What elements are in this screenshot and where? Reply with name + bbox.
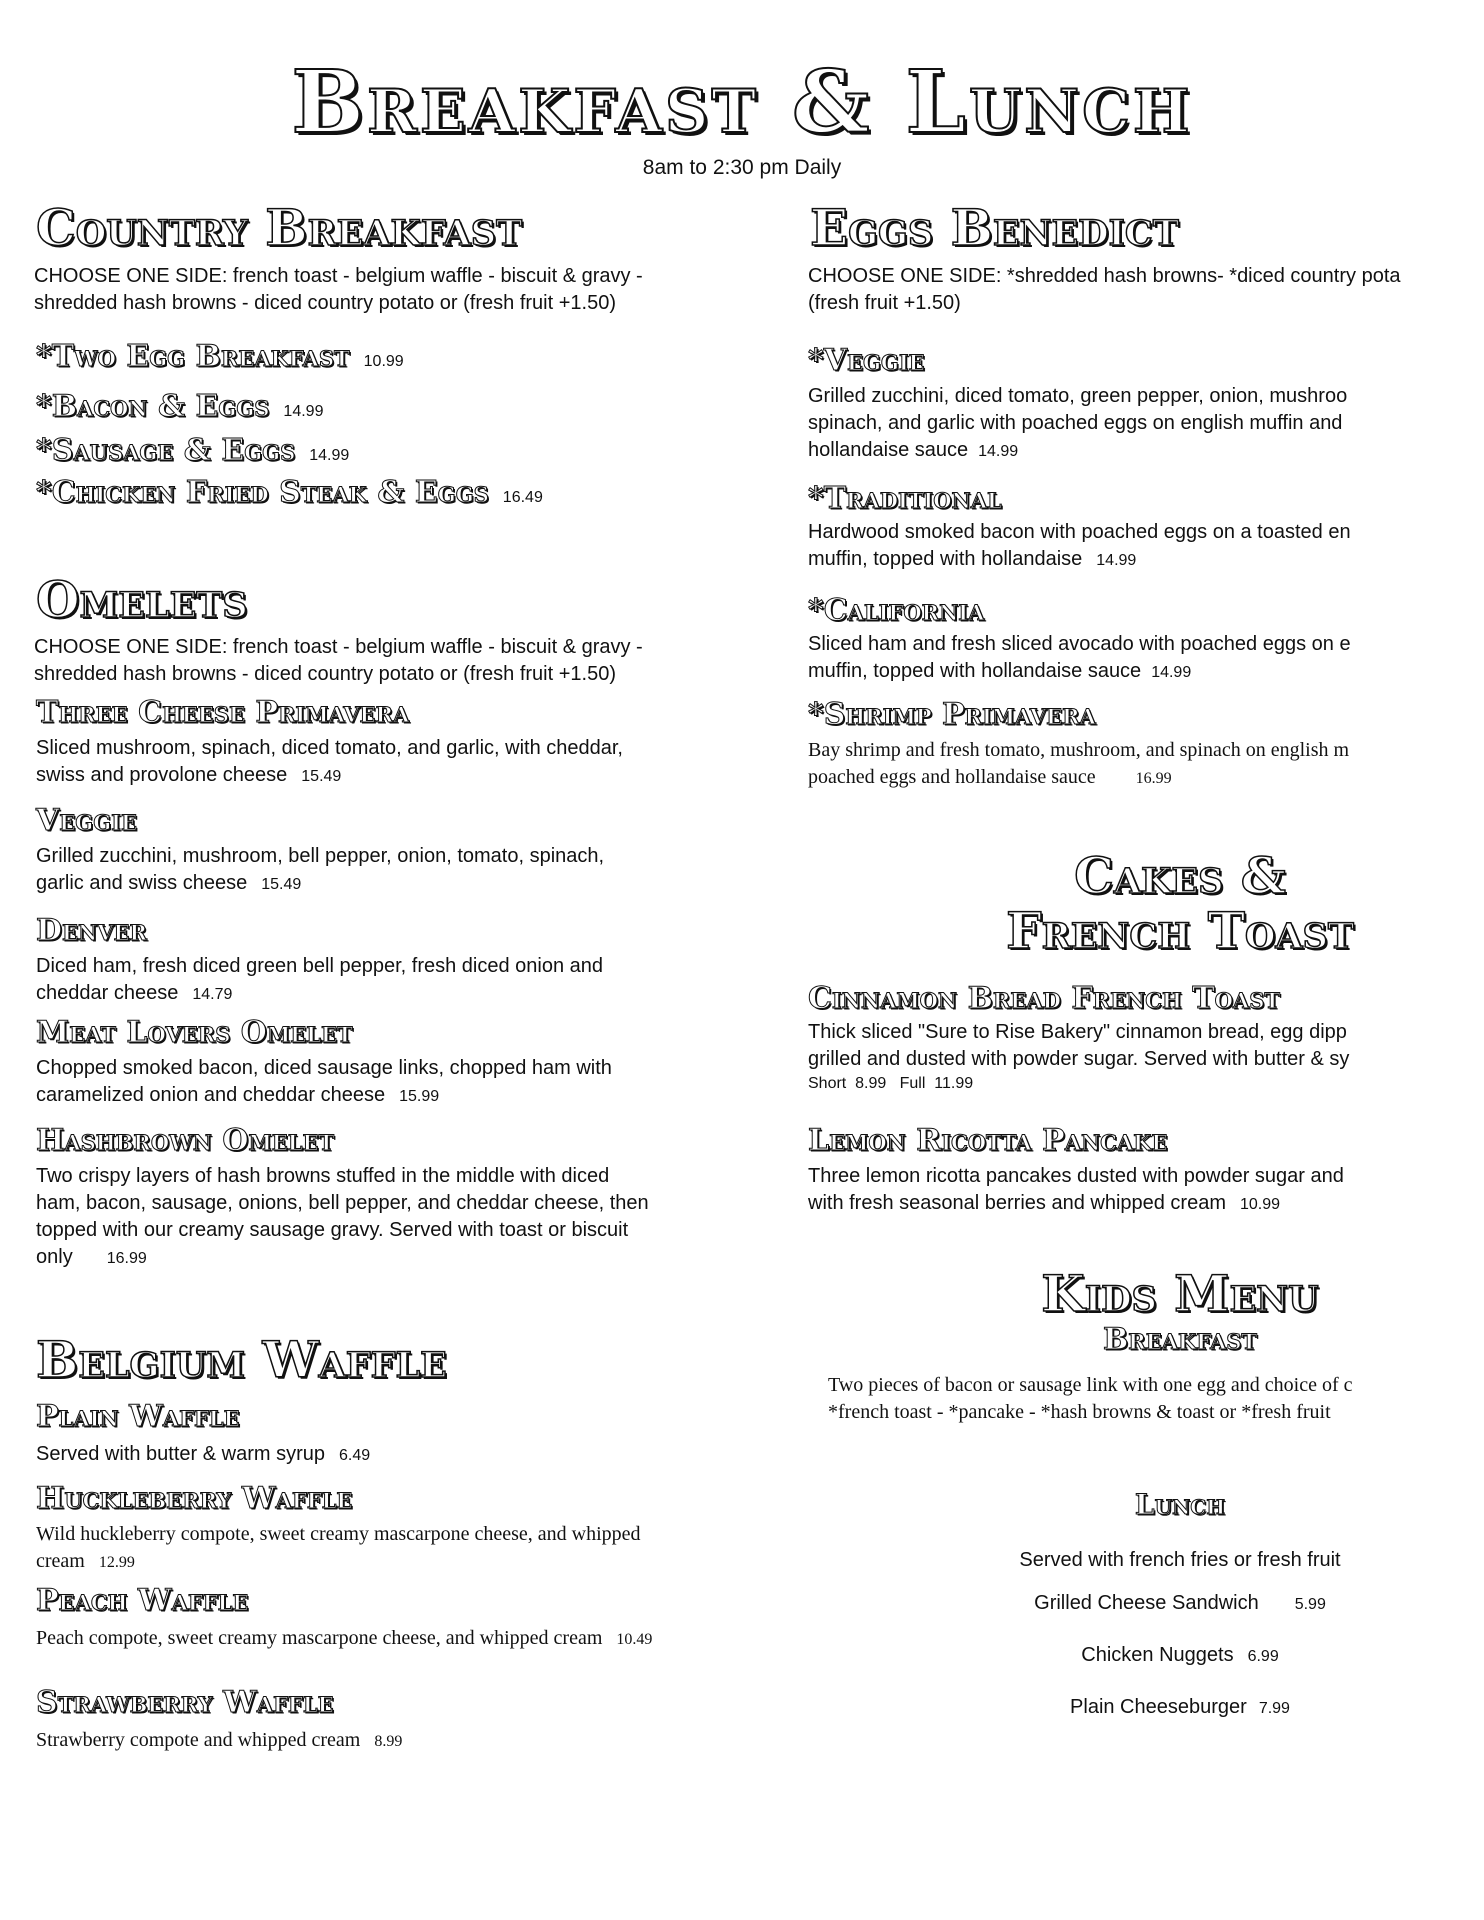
desc-line: poached eggs and hollandaise sauce [808, 766, 1096, 788]
item-description [36, 1727, 756, 1755]
country-breakfast-section [36, 200, 522, 255]
section-title: Kids Menu [1041, 1264, 1319, 1323]
item-price: 16.99 [1135, 770, 1172, 787]
cakes-section [900, 848, 1460, 958]
item-price: 14.99 [309, 447, 350, 464]
menu-item [808, 594, 1416, 686]
item-price: 6.49 [339, 1447, 371, 1464]
menu-item [36, 1016, 756, 1110]
item-description [36, 1055, 756, 1110]
item-price: 14.99 [978, 443, 1019, 460]
desc-line: ham, bacon, sausage, onions, bell pepper, and cheddar cheese, then [36, 1192, 649, 1214]
menu-item [36, 804, 756, 898]
desc-line: spinach, and garlic with poached eggs on english muffin and [808, 412, 1343, 434]
desc-line: garlic and swiss cheese [36, 872, 248, 894]
item-price: 15.99 [399, 1088, 440, 1105]
item-name: Denver [36, 913, 147, 948]
menu-item [36, 390, 323, 423]
desc-line: Three lemon ricotta pancakes dusted with powder sugar and [808, 1165, 1344, 1187]
desc-line: Thick sliced "Sure to Rise Bakery" cinnamon bread, egg dipp [808, 1021, 1347, 1043]
kids-menu-section [900, 1266, 1460, 1356]
desc-line: caramelized onion and cheddar cheese [36, 1084, 386, 1106]
side-line: shredded hash browns - diced country potato or (fresh fruit +1.50) [34, 663, 616, 685]
item-price: 15.49 [301, 768, 342, 785]
side-line: shredded hash browns - diced country potato or (fresh fruit +1.50) [34, 292, 616, 314]
item-price: 10.49 [616, 1631, 653, 1648]
item-price: 5.99 [1294, 1595, 1326, 1613]
item-name: Plain Waffle [36, 1399, 240, 1434]
desc-line: cream [36, 1550, 85, 1572]
desc-line: grilled and dusted with powder sugar. Served with butter & sy [808, 1048, 1350, 1070]
menu-item [808, 344, 1416, 465]
item-description [36, 1625, 756, 1653]
desc-line: Bay shrimp and fresh tomato, mushroom, and spinach on english m [808, 739, 1350, 761]
desc-line: Sliced mushroom, spinach, diced tomato, and garlic, with cheddar, [36, 737, 623, 759]
desc-line: muffin, topped with hollandaise [808, 548, 1083, 570]
item-name: *Bacon & Eggs [36, 389, 270, 424]
item-name: Huckleberry Waffle [36, 1481, 353, 1516]
menu-item [36, 1400, 756, 1469]
page-title: Breakfast & Lunch [291, 52, 1193, 153]
kids-lunch-item [900, 1694, 1460, 1722]
menu-item [36, 340, 404, 373]
kids-lunch-note: Served with french fries or fresh fruit [1019, 1548, 1341, 1571]
section-title: Country Breakfast [36, 198, 523, 257]
item-name: *Chicken Fried Steak & Eggs [36, 475, 489, 510]
desc-line: with fresh seasonal berries and whipped cream [808, 1192, 1226, 1214]
kids-lunch-title: Lunch [1134, 1488, 1226, 1521]
item-name: *Traditional [808, 482, 1002, 516]
item-name: *California [808, 594, 985, 628]
item-name: Hashbrown Omelet [36, 1123, 335, 1158]
item-name: Chicken Nuggets [1081, 1643, 1234, 1666]
item-name: *Veggie [808, 344, 925, 378]
menu-item [808, 1124, 1416, 1218]
section-title: French Toast [1006, 901, 1354, 960]
item-name: *Shrimp Primavera [808, 698, 1096, 732]
item-price: 12.99 [98, 1554, 135, 1571]
omelets-side-note [34, 634, 754, 688]
kids-lunch-item [900, 1590, 1460, 1618]
item-description [36, 735, 756, 790]
kids-lunch [900, 1490, 1460, 1722]
desc-line: only [36, 1246, 73, 1268]
desc-line: Chopped smoked bacon, diced sausage links, chopped ham with [36, 1057, 612, 1079]
menu-item [36, 914, 756, 1008]
menu-item [36, 476, 543, 509]
benedict-side-note [808, 263, 1416, 317]
omelets-section [36, 572, 248, 627]
item-price: 15.49 [261, 876, 302, 893]
menu-item [808, 698, 1416, 792]
item-description [36, 843, 756, 898]
menu-item [36, 1482, 756, 1576]
desc-line: Hardwood smoked bacon with poached eggs on a toasted en [808, 521, 1351, 543]
country-side-note [34, 263, 754, 317]
item-name: Grilled Cheese Sandwich [1034, 1591, 1259, 1614]
price-line: Short 8.99 Full 11.99 [808, 1075, 974, 1092]
item-price: 14.99 [1096, 552, 1137, 569]
desc-line: Sliced ham and fresh sliced avocado with poached eggs on e [808, 633, 1351, 655]
item-name: *Two Egg Breakfast [36, 339, 350, 374]
item-description [36, 1521, 756, 1576]
item-description [808, 1019, 1416, 1095]
menu-item [808, 482, 1416, 574]
desc-line: Served with butter & warm syrup [36, 1443, 325, 1465]
item-description [808, 631, 1416, 686]
menu-item [36, 1124, 766, 1272]
menu-item [36, 1686, 756, 1755]
menu-item [808, 982, 1416, 1095]
desc-line: Grilled zucchini, mushroom, bell pepper, onion, tomato, spinach, [36, 845, 605, 867]
section-title: Cakes & [1074, 846, 1286, 905]
item-price: 6.99 [1247, 1647, 1279, 1665]
item-name: Plain Cheeseburger [1070, 1695, 1247, 1718]
hours-text: 8am to 2:30 pm Daily [642, 156, 842, 179]
item-description [808, 383, 1416, 465]
desc-line: muffin, topped with hollandaise sauce [808, 660, 1142, 682]
eggs-benedict-section [810, 200, 1179, 255]
item-name: Peach Waffle [36, 1583, 249, 1618]
desc-line: Peach compote, sweet creamy mascarpone cheese, and whipped cream [36, 1627, 603, 1649]
side-line: CHOOSE ONE SIDE: french toast - belgium waffle - biscuit & gravy - [34, 265, 643, 287]
belgium-waffle-section [36, 1332, 447, 1387]
item-name: Veggie [36, 803, 137, 838]
section-title: Belgium Waffle [36, 1330, 447, 1389]
menu-item [36, 1584, 756, 1653]
side-line: (fresh fruit +1.50) [808, 292, 961, 314]
side-line: CHOOSE ONE SIDE: french toast - belgium waffle - biscuit & gravy - [34, 636, 643, 658]
kids-lunch-item [900, 1642, 1460, 1670]
item-name: Lemon Ricotta Pancake [808, 1124, 1168, 1158]
item-price: 14.79 [192, 986, 233, 1003]
item-description [36, 953, 756, 1008]
side-line: CHOOSE ONE SIDE: *shredded hash browns- *diced country pota [808, 265, 1401, 287]
desc-line: Strawberry compote and whipped cream [36, 1729, 361, 1751]
item-price: 10.99 [1240, 1196, 1281, 1213]
item-description [808, 1163, 1416, 1218]
item-description [36, 1163, 766, 1272]
item-name: Three Cheese Primavera [36, 695, 410, 730]
desc-line: Two pieces of bacon or sausage link with one egg and choice of c [828, 1374, 1353, 1396]
kids-breakfast-title: Breakfast [1102, 1322, 1258, 1357]
menu-item [36, 434, 349, 467]
section-title: Omelets [36, 570, 248, 629]
item-price: 16.49 [502, 489, 543, 506]
desc-line: Grilled zucchini, diced tomato, green pepper, onion, mushroo [808, 385, 1348, 407]
item-description [808, 519, 1416, 574]
item-name: Meat Lovers Omelet [36, 1015, 353, 1050]
kids-breakfast-description [828, 1372, 1416, 1426]
desc-line: hollandaise sauce [808, 439, 969, 461]
item-description [808, 737, 1416, 792]
desc-line: Two crispy layers of hash browns stuffed in the middle with diced [36, 1165, 610, 1187]
item-name: *Sausage & Eggs [36, 433, 296, 468]
item-price: 16.99 [106, 1250, 147, 1267]
desc-line: *french toast - *pancake - *hash browns & toast or *fresh fruit [828, 1401, 1331, 1423]
item-price: 10.99 [363, 353, 404, 370]
desc-line: cheddar cheese [36, 982, 179, 1004]
item-price: 14.99 [1151, 664, 1192, 681]
desc-line: topped with our creamy sausage gravy. Served with toast or biscuit [36, 1219, 629, 1241]
item-name: Cinnamon Bread French Toast [808, 982, 1280, 1016]
desc-line: Diced ham, fresh diced green bell pepper, fresh diced onion and [36, 955, 604, 977]
item-description [36, 1441, 756, 1469]
menu-item [36, 696, 756, 790]
desc-line: swiss and provolone cheese [36, 764, 288, 786]
item-price: 14.99 [283, 403, 324, 420]
desc-line: Wild huckleberry compote, sweet creamy mascarpone cheese, and whipped [36, 1523, 641, 1545]
item-price: 8.99 [374, 1733, 403, 1750]
item-name: Strawberry Waffle [36, 1685, 334, 1720]
item-price: 7.99 [1258, 1699, 1290, 1717]
section-title: Eggs Benedict [810, 198, 1179, 257]
